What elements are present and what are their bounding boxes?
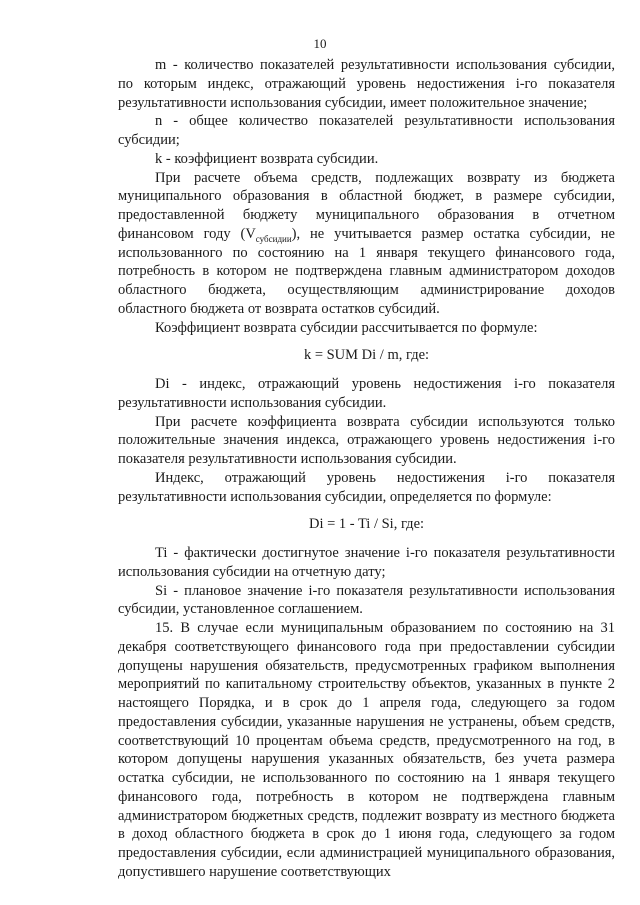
paragraph-remainder-exclusion xyxy=(118,169,615,319)
definition-di: Di - индекс, отражающий уровень недостижения i-го показателя результативности использования субсидии. xyxy=(118,376,615,411)
clause-15: 15. В случае если муниципальным образованием по состоянию на 31 декабря соответствующего финансового года при предоставлении субсидии допущены нарушения обязательств, предусмотренных графиком выполнения мероприятий по капитальному строительству объектов, указанных в пункте 2 настоящего Порядка, и в срок до 1 апреля года, следующего за годом предоставления субсидии, указанные нарушения не устранены, объем средств, соответствующий 10 процентам объема средств, предусмотренного на год, в котором допущены нарушения указанных обязательств, без учета размера остатка субсидии, не использованного по состоянию на 1 января текущего финансового года, потребность в котором не подтверждена главным администратором бюджетных средств, подлежит возврату из местного бюджета в доход областного бюджета в срок до 1 июня года, следующего за годом предоставления субсидии, если администрацией муниципального образования, допустившего нарушение соответствующих xyxy=(118,620,615,880)
document-body xyxy=(118,56,615,882)
definition-m: m - количество показателей результативности использования субсидии, по которым индекс, отражающий уровень недостижения i-го показателя результативности использования субсидии, имеет положительное значение; xyxy=(118,57,615,111)
formula-di: Di = 1 - Ti / Si, где: xyxy=(308,516,425,533)
definition-n: n - общее количество показателей результативности использования субсидии; xyxy=(118,113,615,148)
paragraph-coefficient-intro: Коэффициент возврата субсидии рассчитывается по формуле: xyxy=(155,319,538,336)
paragraph-remainder-exclusion-part2: ), не учитывается размер остатка субсидии, не использованного по состоянию на 1 января текущего финансового года, потребность в котором не подтверждена главным администратором доходов областного бюджета, осуществляющим администрирование доходов областного бюджета от возврата остатков субсидий. xyxy=(118,225,615,317)
v-subscript: субсидии xyxy=(255,233,292,244)
formula-k: k = SUM Di / m, где: xyxy=(303,347,430,364)
paragraph-positive-values: При расчете коэффициента возврата субсидии используются только положительные значения индекса, отражающего уровень недостижения i-го показателя результативности использования субсидии. xyxy=(118,413,615,467)
definition-si: Si - плановое значение i-го показателя результативности использования субсидии, установленное соглашением. xyxy=(118,582,615,618)
page-number: 10 xyxy=(313,36,327,51)
definition-k: k - коэффициент возврата субсидии. xyxy=(155,150,379,167)
definition-ti: Ti - фактически достигнутое значение i-го показателя результативности использования субсидии на отчетную дату; xyxy=(118,545,615,580)
paragraph-remainder-exclusion-part1: При расчете объема средств, подлежащих возврату из бюджета муниципального образования в областной бюджет, в размере субсидии, предоставленной бюджету муниципального образования в отчетном финансовом году (V xyxy=(118,169,615,242)
paragraph-index-intro: Индекс, отражающий уровень недостижения i-го показателя результативности использования субсидии, определяется по формуле: xyxy=(118,469,615,505)
